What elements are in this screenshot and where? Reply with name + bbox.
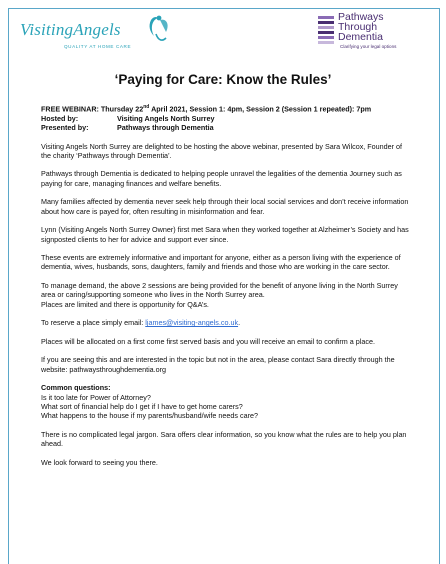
question-item: What happens to the house if my parents/husband/wife needs care? <box>41 411 258 421</box>
paragraph-audience: These events are extremely informative and important for anyone, either as a person living with the experience of dementia, wives, husbands, sons, daughters, family and friends and those who are working in the care sector. <box>41 253 401 272</box>
paragraph-demand <box>41 281 411 309</box>
hosted-label: Hosted by: <box>41 113 79 123</box>
paragraph-allocation: Places will be allocated on a first come first served basis and you will receive an email to confirm a place. <box>41 336 375 346</box>
webinar-sessions: April 2021, Session 1: 4pm, Session 2 (Session 1 repeated): 7pm <box>149 104 372 114</box>
paragraph-closing: We look forward to seeing you there. <box>41 457 158 467</box>
paragraph-about-pathways: Pathways through Dementia is dedicated to helping people unravel the legalities of the dementia Journey such as paying for care, managing finances and welfare benefits. <box>41 169 402 188</box>
pathways-line2: Through <box>338 21 378 33</box>
pathways-tagline: Clarifying your legal options <box>340 44 397 49</box>
reserve-email-link[interactable]: ljames@visiting-angels.co.uk <box>145 318 239 328</box>
visiting-angels-logo <box>20 14 170 54</box>
hosted-row <box>41 114 411 123</box>
webinar-date-prefix: FREE WEBINAR: Thursday 22 <box>41 104 144 114</box>
presented-value: Pathways through Dementia <box>117 122 214 132</box>
paragraph-contact: If you are seeing this and are interested in the topic but not in the area, please contact Sara directly through the website: pathwaysthroughdementia.org <box>41 355 395 374</box>
webinar-line <box>41 103 411 114</box>
paragraph-demand-text: To manage demand, the above 2 sessions are being provided for the benefit of anyone living in the North Surrey area or caring/supporting someone who lives in the North Surrey area. <box>41 281 398 300</box>
pathways-line3: Dementia <box>338 31 383 43</box>
question-item: Is it too late for Power of Attorney? <box>41 392 151 402</box>
pathways-mark-icon <box>316 14 336 50</box>
pathways-line1: Pathways <box>338 11 384 23</box>
reserve-text: To reserve a place simply email: <box>41 318 146 328</box>
paragraph-intro: Visiting Angels North Surrey are delighted to be hosting the above webinar, presented by Sara Wilcox, Founder of the charity ‘Pathways through Dementia’. <box>41 141 403 160</box>
paragraph-reserve <box>41 318 411 327</box>
webinar-date-suffix: nd <box>143 104 150 110</box>
angel-icon <box>142 14 172 46</box>
question-item: What sort of financial help do I get if I have to get home carers? <box>41 401 243 411</box>
visiting-angels-tagline: QUALITY AT HOME CARE <box>64 44 132 49</box>
paragraph-no-jargon: There is no complicated legal jargon. Sara offers clear information, so you know what the rules are to help you plan ahead. <box>41 429 407 449</box>
paragraph-families: Many families affected by dementia never seek help through their local social services and don’t receive information about how care is payed for, often resulting in misinformation and fear. <box>41 197 409 216</box>
visiting-angels-wordmark: VisitingAngels <box>20 20 121 39</box>
reserve-period: . <box>238 318 241 328</box>
pathways-wordmark <box>338 12 384 42</box>
common-questions <box>41 383 411 420</box>
paragraph-places-limited: Places are limited and there is opportunity for Q&A’s. <box>41 299 209 309</box>
presented-label: Presented by: <box>41 122 89 132</box>
paragraph-lynn: Lynn (Visiting Angels North Surrey Owner) first met Sara when they worked together at Alzheimer’s Society and has signposted clients to her for advice and support ever since. <box>41 225 409 244</box>
pathways-through-dementia-logo <box>316 12 432 58</box>
questions-heading: Common questions: <box>41 383 111 393</box>
flyer-body <box>41 103 411 476</box>
hosted-value: Visiting Angels North Surrey <box>117 113 215 123</box>
page-title: ‘Paying for Care: Know the Rules’ <box>114 72 332 87</box>
presented-row <box>41 123 411 132</box>
